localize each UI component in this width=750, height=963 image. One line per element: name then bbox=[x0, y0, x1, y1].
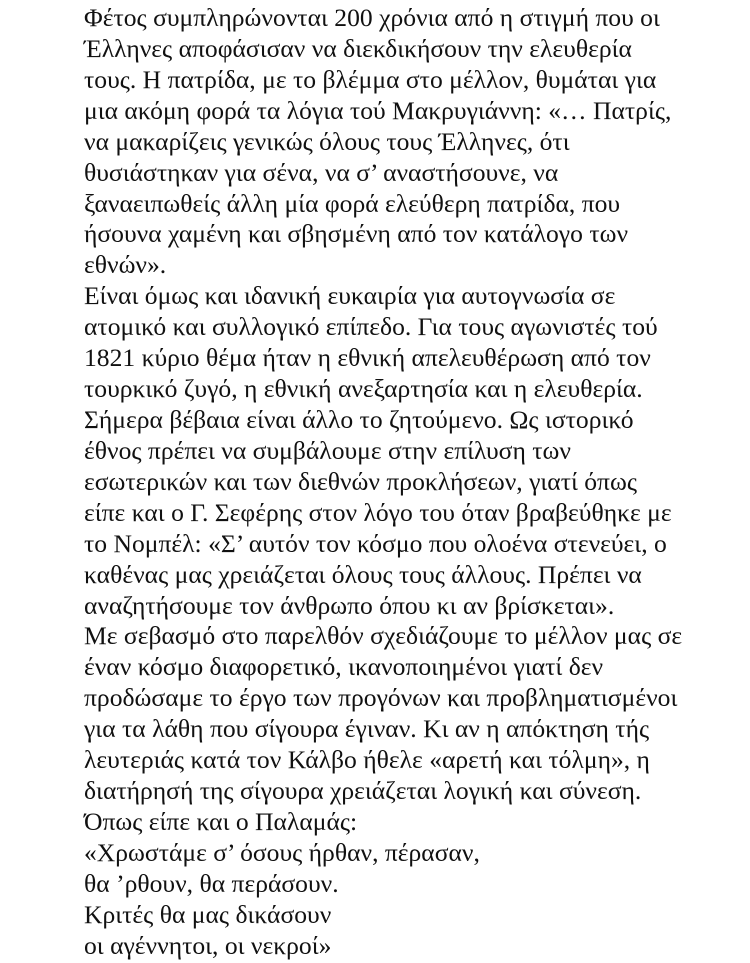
text-line: Σήμερα βέβαια είναι άλλο το ζητούμενο. Ως ιστορικό bbox=[84, 404, 634, 434]
text-line: Με σεβασμό στο παρελθόν σχεδιάζουμε το μέλλον μας σε bbox=[84, 621, 683, 651]
text-line: για τα λάθη που σίγουρα έγιναν. Κι αν η απόκτηση τής bbox=[84, 714, 650, 744]
text-line: να μακαρίζεις γενικώς όλους τους Έλληνες, ότι bbox=[84, 126, 570, 156]
text-line: τους. Η πατρίδα, με το βλέμμα στο μέλλον, θυμάται για bbox=[84, 64, 657, 94]
text-line: διατήρησή της σίγουρα χρειάζεται λογική και σύνεση. bbox=[84, 776, 642, 806]
text-line: μια ακόμη φορά τα λόγια τού Μακρυγιάννη: «… Πατρίς, bbox=[84, 95, 672, 125]
text-line: έθνος πρέπει να συμβάλουμε στην επίλυση των bbox=[84, 435, 571, 465]
text-line: καθένας μας χρειάζεται όλους τους άλλους. Πρέπει να bbox=[84, 559, 642, 589]
text-line: ξαναειπωθείς άλλη μία φορά ελεύθερη πατρίδα, που bbox=[84, 188, 621, 218]
text-line: εσωτερικών και των διεθνών προκλήσεων, γιατί όπως bbox=[84, 466, 637, 496]
text-line: θυσιάστηκαν για σένα, να σ’ αναστήσουνε, να bbox=[84, 157, 559, 187]
text-line: αναζητήσουμε τον άνθρωπο όπου κι αν βρίσκεται». bbox=[84, 590, 615, 620]
text-line: 1821 κύριο θέμα ήταν η εθνική απελευθέρωση από τον bbox=[84, 343, 651, 373]
text-line: εθνών». bbox=[84, 250, 167, 280]
text-line: Φέτος συμπληρώνονται 200 χρόνια από η στιγμή που οι bbox=[84, 3, 660, 32]
paragraph-future bbox=[84, 621, 734, 837]
text-line: ατομικό και συλλογικό επίπεδο. Για τους αγωνιστές τού bbox=[84, 312, 658, 342]
text-line: λευτεριάς κατά τον Κάλβο ήθελε «αρετή και τόλμη», η bbox=[84, 745, 650, 775]
text-line: ήσουνα χαμένη και σβησμένη από τον κατάλογο των bbox=[84, 219, 629, 249]
document-body bbox=[84, 3, 734, 962]
text-line: Είναι όμως και ιδανική ευκαιρία για αυτογνωσία σε bbox=[84, 281, 616, 311]
text-line: είπε και ο Γ. Σεφέρης στον λόγο του όταν βραβεύθηκε με bbox=[84, 497, 672, 527]
poem-line: θα ’ρθουν, θα περάσουν. bbox=[84, 868, 339, 898]
poem-line: Κριτές θα μας δικάσουν bbox=[84, 899, 332, 929]
poem-line: «Χρωστάμε σ’ όσους ήρθαν, πέρασαν, bbox=[84, 837, 480, 867]
text-line: προδώσαμε το έργο των προγόνων και προβληματισμένοι bbox=[84, 683, 678, 713]
poem-line: οι αγέννητοι, οι νεκροί» bbox=[84, 930, 332, 960]
poem-quote-palamas bbox=[84, 838, 734, 962]
text-line: έναν κόσμο διαφορετικό, ικανοποιημένοι γιατί δεν bbox=[84, 652, 604, 682]
text-line: Έλληνες αποφάσισαν να διεκδικήσουν την ελευθερία bbox=[84, 33, 632, 63]
paragraph-self-knowledge bbox=[84, 281, 734, 621]
paragraph-anniversary bbox=[84, 3, 734, 281]
text-line: Όπως είπε και ο Παλαμάς: bbox=[84, 806, 358, 836]
text-line: τουρκικό ζυγό, η εθνική ανεξαρτησία και η ελευθερία. bbox=[84, 374, 643, 404]
text-line: το Νομπέλ: «Σ’ αυτόν τον κόσμο που ολοένα στενεύει, ο bbox=[84, 528, 667, 558]
